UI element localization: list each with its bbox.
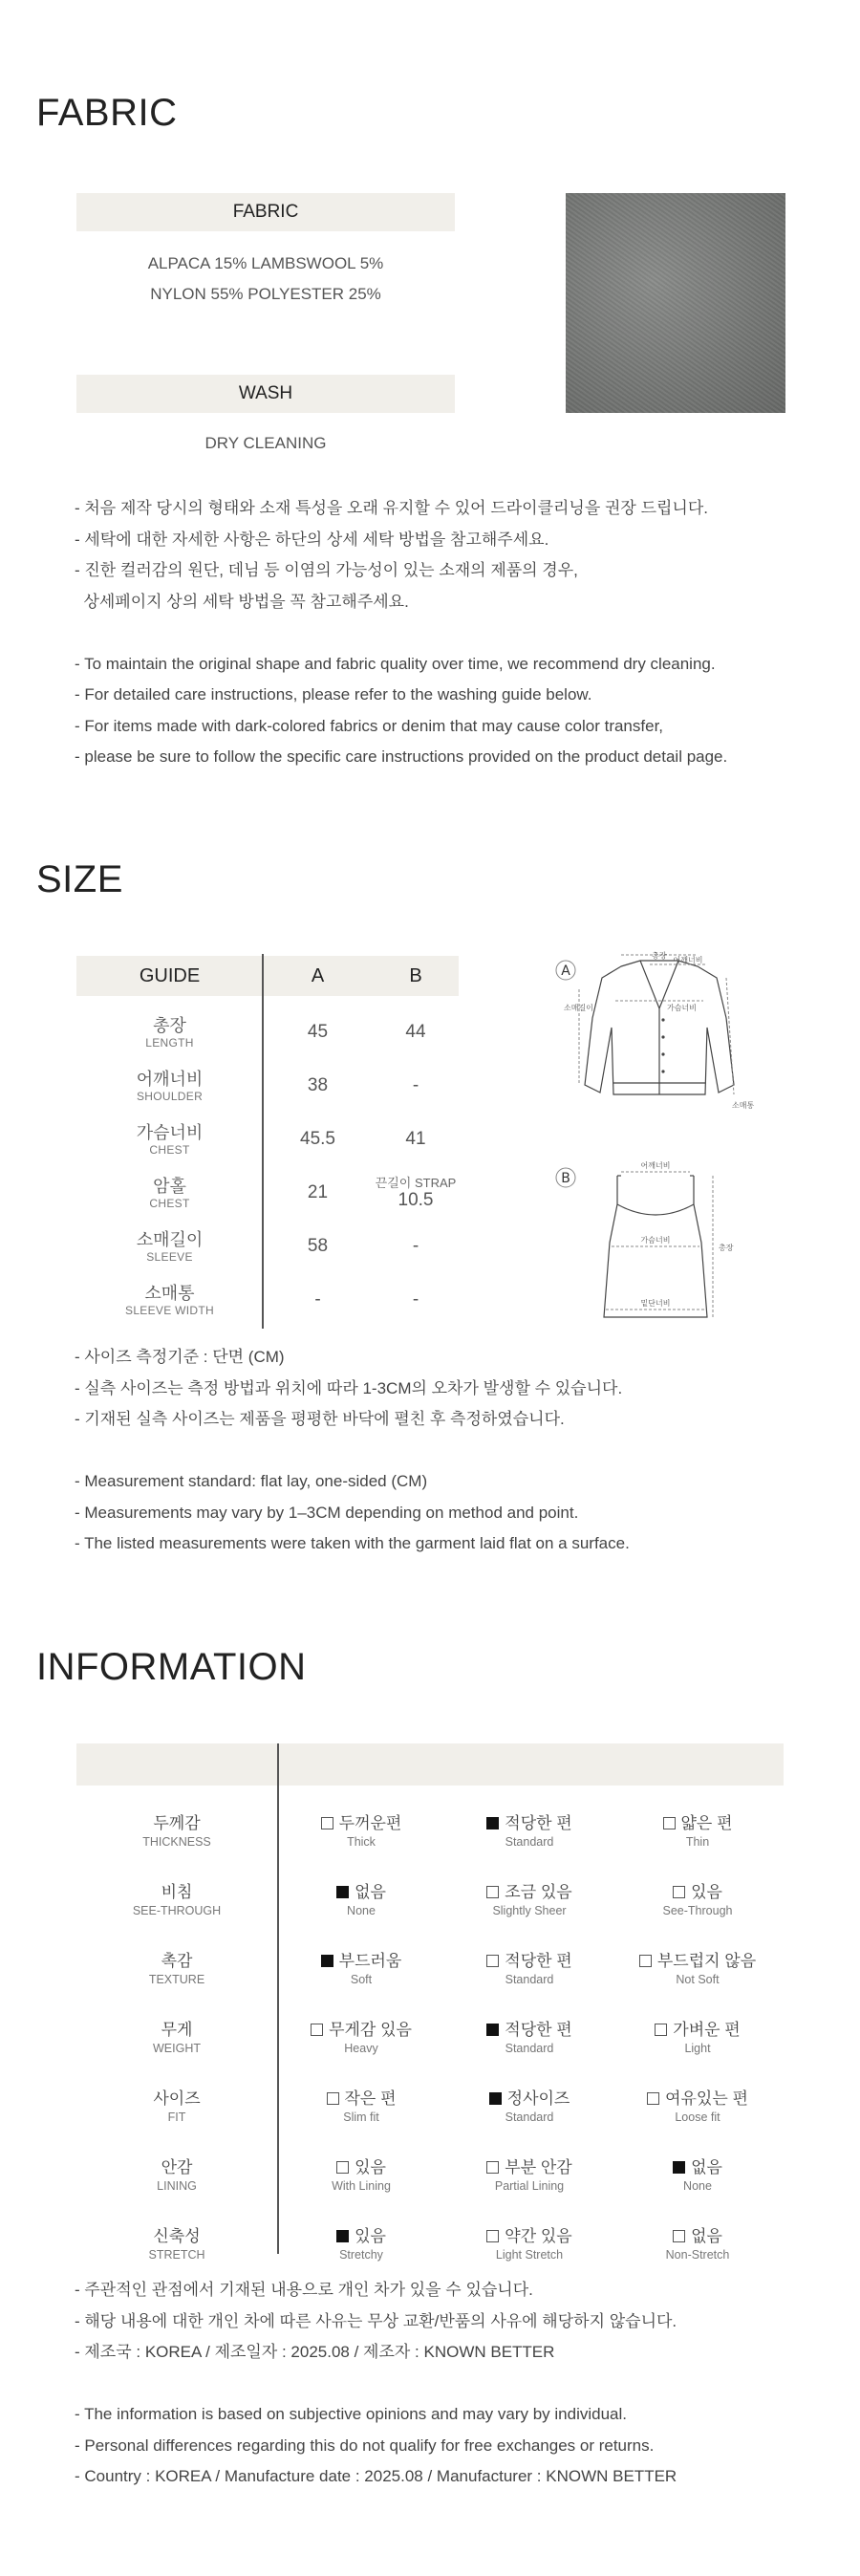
cell-a: 38 bbox=[307, 1075, 329, 1095]
row-label-en: CHEST bbox=[149, 1142, 190, 1157]
fabric-notes bbox=[75, 493, 727, 773]
fabric-swatch-image bbox=[566, 193, 785, 413]
wash-value: DRY CLEANING bbox=[204, 434, 327, 452]
checked-box-icon bbox=[489, 2092, 502, 2105]
cell-b: 10.5 bbox=[398, 1189, 434, 1210]
diagram-a-cardigan bbox=[545, 951, 774, 1128]
size-notes bbox=[75, 1342, 630, 1560]
row-label-en: CHEST bbox=[149, 1196, 190, 1210]
header-guide: GUIDE bbox=[139, 964, 201, 986]
cell-a: 21 bbox=[307, 1182, 329, 1202]
cell-b: - bbox=[412, 1075, 419, 1095]
label-sleeve-width: 소매통 bbox=[732, 1101, 755, 1110]
option-label-kr: 가벼운 편 bbox=[673, 2021, 741, 2039]
fabric-note: - For detailed care instructions, please refer to the washing guide below. bbox=[75, 685, 592, 704]
unchecked-box-icon bbox=[327, 2092, 339, 2105]
attribute-label-en: SEE-THROUGH bbox=[132, 1904, 222, 1917]
label-sleeve: 소매길이 bbox=[564, 1004, 593, 1012]
option-label-en: Soft bbox=[350, 1973, 373, 1986]
fabric-note: - please be sure to follow the specific care instructions provided on the product detail page. bbox=[75, 747, 728, 766]
header-b: B bbox=[409, 964, 422, 986]
information-row bbox=[76, 1797, 784, 1866]
unchecked-box-icon bbox=[486, 1955, 499, 1967]
option-label-kr: 없음 bbox=[355, 1883, 386, 1901]
option-label-en: Light Stretch bbox=[495, 2248, 564, 2262]
attribute-label-kr: 두께감 bbox=[153, 1814, 201, 1832]
option-label-en: Stretchy bbox=[339, 2248, 383, 2262]
row-label-kr: 암홀 bbox=[153, 1176, 186, 1196]
information-table-header bbox=[76, 1743, 784, 1786]
size-row-armhole bbox=[76, 1166, 459, 1220]
option-label-en: Slim fit bbox=[343, 2111, 379, 2124]
attribute-label-en: WEIGHT bbox=[153, 2042, 201, 2055]
option-label-en: Partial Lining bbox=[494, 2179, 565, 2193]
information-row bbox=[76, 2072, 784, 2141]
attribute-label-en: THICKNESS bbox=[142, 1835, 211, 1849]
row-label-kr: 가슴너비 bbox=[136, 1122, 204, 1142]
size-table-divider bbox=[262, 954, 264, 1329]
option-label-en: See-Through bbox=[662, 1904, 733, 1917]
camisole-measure-lines bbox=[606, 1172, 713, 1317]
unchecked-box-icon bbox=[486, 2230, 499, 2242]
option-label-kr: 있음 bbox=[355, 2158, 386, 2176]
size-note: - Measurement standard: flat lay, one-sided (CM) bbox=[75, 1472, 428, 1490]
row-label-en: SHOULDER bbox=[136, 1089, 204, 1103]
option-label-en: Standard bbox=[505, 2042, 554, 2055]
fabric-note: - 처음 제작 당시의 형태와 소재 특성을 오래 유지할 수 있어 드라이클리닝을 권장 드립니다. bbox=[75, 499, 708, 517]
unchecked-box-icon bbox=[486, 2161, 499, 2174]
information-row bbox=[76, 1935, 784, 2003]
fabric-note: - To maintain the original shape and fabric quality over time, we recommend dry cleaning. bbox=[75, 654, 716, 673]
cardigan-buttons bbox=[661, 1018, 664, 1072]
label-chest: 가슴너비 bbox=[640, 1236, 671, 1245]
option-label-kr: 있음 bbox=[355, 2227, 386, 2245]
label-chest: 가슴너비 bbox=[667, 1004, 697, 1012]
unchecked-box-icon bbox=[321, 1817, 333, 1829]
information-note: - Country : KOREA / Manufacture date : 2025.08 / Manufacturer : KNOWN BETTER bbox=[75, 2467, 677, 2485]
wash-label: WASH bbox=[238, 383, 293, 403]
fabric-section-title: FABRIC bbox=[36, 92, 178, 134]
unchecked-box-icon bbox=[639, 1955, 652, 1967]
composition-line-1: ALPACA 15% LAMBSWOOL 5% bbox=[147, 254, 384, 272]
information-section-title: INFORMATION bbox=[36, 1646, 307, 1688]
option-label-kr: 두꺼운편 bbox=[338, 1814, 402, 1832]
unchecked-box-icon bbox=[673, 1886, 685, 1898]
size-table-header bbox=[76, 956, 459, 996]
attribute-label-kr: 사이즈 bbox=[153, 2089, 201, 2108]
size-row-shoulder bbox=[76, 1059, 459, 1113]
option-label-kr: 얇은 편 bbox=[680, 1814, 733, 1832]
label-length: 총장 bbox=[719, 1244, 734, 1252]
row-label-en: SLEEVE WIDTH bbox=[125, 1303, 214, 1317]
cardigan-measure-lines bbox=[579, 955, 734, 1094]
row-label-kr: 소매길이 bbox=[136, 1229, 204, 1249]
fabric-note: - 진한 컬러감의 원단, 데님 등 이염의 가능성이 있는 소재의 제품의 경우, bbox=[75, 561, 578, 579]
attribute-label-en: LINING bbox=[157, 2179, 197, 2193]
size-row-sleeve bbox=[76, 1220, 459, 1273]
diagram-a-badge: A bbox=[561, 963, 570, 979]
label-hem: 밑단너비 bbox=[640, 1299, 671, 1308]
row-label-kr: 총장 bbox=[153, 1015, 186, 1035]
cell-a: 45 bbox=[307, 1022, 329, 1042]
option-label-en: Light bbox=[684, 2042, 711, 2055]
row-label-en: SLEEVE bbox=[146, 1249, 193, 1264]
fabric-label-band bbox=[76, 193, 455, 231]
header-a: A bbox=[311, 964, 325, 986]
unchecked-box-icon bbox=[336, 2161, 349, 2174]
option-label-kr: 없음 bbox=[691, 2158, 722, 2176]
attribute-label-kr: 안감 bbox=[161, 2158, 193, 2176]
size-table bbox=[76, 956, 459, 1327]
cell-b: 41 bbox=[405, 1129, 426, 1149]
cell-b: - bbox=[412, 1289, 419, 1310]
cell-b: 44 bbox=[405, 1022, 426, 1042]
row-label-en: LENGTH bbox=[145, 1035, 194, 1050]
checked-box-icon bbox=[673, 2161, 685, 2174]
attribute-label-kr: 신축성 bbox=[153, 2227, 201, 2245]
checked-box-icon bbox=[486, 2024, 499, 2036]
option-label-en: Thick bbox=[347, 1835, 376, 1849]
attribute-label-kr: 촉감 bbox=[161, 1952, 193, 1970]
information-note: - 주관적인 관점에서 기재된 내용으로 개인 차가 있을 수 있습니다. bbox=[75, 2281, 533, 2299]
option-label-en: Not Soft bbox=[676, 1973, 720, 1986]
attribute-label-en: FIT bbox=[167, 2111, 186, 2124]
unchecked-box-icon bbox=[311, 2024, 323, 2036]
fabric-note: - 세탁에 대한 자세한 사항은 하단의 상세 세탁 방법을 참고해주세요. bbox=[75, 530, 549, 549]
label-shoulder: 어깨너비 bbox=[640, 1161, 671, 1170]
information-notes bbox=[75, 2275, 677, 2493]
option-label-kr: 약간 있음 bbox=[505, 2227, 572, 2245]
label-shoulder: 어깨너비 bbox=[673, 956, 703, 964]
option-label-kr: 정사이즈 bbox=[506, 2089, 570, 2108]
size-row-chest bbox=[76, 1113, 459, 1166]
fabric-note: 상세페이지 상의 세탁 방법을 꼭 참고해주세요. bbox=[75, 592, 409, 611]
option-label-en: Standard bbox=[505, 1973, 554, 1986]
unchecked-box-icon bbox=[663, 1817, 676, 1829]
option-label-en: Standard bbox=[505, 2111, 554, 2124]
option-label-en: None bbox=[683, 2179, 712, 2193]
cell-a: - bbox=[314, 1289, 321, 1310]
option-label-kr: 무게감 있음 bbox=[329, 2021, 412, 2039]
information-row bbox=[76, 2210, 784, 2279]
fabric-note: - For items made with dark-colored fabrics or denim that may cause color transfer, bbox=[75, 716, 664, 735]
information-row bbox=[76, 1866, 784, 1935]
option-label-kr: 부드러움 bbox=[338, 1952, 402, 1970]
checked-box-icon bbox=[336, 2230, 349, 2242]
option-label-en: Heavy bbox=[344, 2042, 378, 2055]
information-note: - 제조국 : KOREA / 제조일자 : 2025.08 / 제조자 : KNOWN BETTER bbox=[75, 2343, 555, 2361]
option-label-en: Standard bbox=[505, 1835, 554, 1849]
option-label-en: Loose fit bbox=[675, 2111, 720, 2124]
cardigan-outline bbox=[585, 961, 734, 1094]
information-note: - 해당 내용에 대한 개인 차에 따른 사유는 무상 교환/반품의 사유에 해당하지 않습니다. bbox=[75, 2311, 677, 2330]
option-label-en: None bbox=[347, 1904, 376, 1917]
checked-box-icon bbox=[486, 1817, 499, 1829]
information-row bbox=[76, 2141, 784, 2210]
size-row-sleeve-width bbox=[76, 1273, 459, 1327]
composition-line-2: NYLON 55% POLYESTER 25% bbox=[150, 285, 381, 303]
unchecked-box-icon bbox=[655, 2024, 667, 2036]
cell-a: 45.5 bbox=[300, 1129, 335, 1149]
attribute-label-en: TEXTURE bbox=[148, 1973, 205, 1986]
option-label-kr: 적당한 편 bbox=[505, 1952, 572, 1970]
option-label-en: Thin bbox=[685, 1835, 710, 1849]
unchecked-box-icon bbox=[486, 1886, 499, 1898]
fabric-composition bbox=[76, 249, 455, 310]
option-label-kr: 조금 있음 bbox=[505, 1883, 572, 1901]
checked-box-icon bbox=[321, 1955, 333, 1967]
size-row-length bbox=[76, 1006, 459, 1059]
information-note: - The information is based on subjective opinions and may vary by individual. bbox=[75, 2405, 627, 2423]
option-label-kr: 적당한 편 bbox=[505, 1814, 572, 1832]
unchecked-box-icon bbox=[673, 2230, 685, 2242]
option-label-en: Slightly Sheer bbox=[492, 1904, 567, 1917]
row-label-kr: 어깨너비 bbox=[136, 1069, 204, 1089]
row-label-kr: 소매통 bbox=[144, 1283, 195, 1303]
option-label-kr: 작은 편 bbox=[344, 2089, 397, 2108]
option-label-en: With Lining bbox=[332, 2179, 391, 2193]
unchecked-box-icon bbox=[647, 2092, 659, 2105]
fabric-label: FABRIC bbox=[232, 202, 299, 222]
size-note: - 실측 사이즈는 측정 방법과 위치에 따라 1-3CM의 오차가 발생할 수 있습니다. bbox=[75, 1378, 623, 1397]
diagram-b-badge: B bbox=[561, 1171, 570, 1186]
diagram-b-camisole bbox=[545, 1157, 755, 1333]
option-label-kr: 없음 bbox=[691, 2227, 722, 2245]
size-section-title: SIZE bbox=[36, 858, 123, 900]
strap-note: 끈길이 STRAP bbox=[375, 1175, 457, 1190]
cell-a: 58 bbox=[307, 1236, 329, 1256]
size-note: - 기재된 실측 사이즈는 제품을 평평한 바닥에 펼친 후 측정하였습니다. bbox=[75, 1410, 565, 1428]
size-note: - 사이즈 측정기준 : 단면 (CM) bbox=[75, 1348, 285, 1366]
attribute-label-en: STRETCH bbox=[148, 2248, 205, 2262]
option-label-kr: 부분 안감 bbox=[505, 2158, 572, 2176]
size-note: - Measurements may vary by 1–3CM depending on method and point. bbox=[75, 1503, 579, 1522]
option-label-kr: 여유있는 편 bbox=[665, 2089, 748, 2108]
option-label-en: Non-Stretch bbox=[665, 2248, 730, 2262]
label-length: 총장 bbox=[652, 951, 667, 961]
attribute-label-kr: 무게 bbox=[161, 2021, 193, 2039]
attribute-label-kr: 비침 bbox=[161, 1883, 193, 1901]
size-note: - The listed measurements were taken with the garment laid flat on a surface. bbox=[75, 1534, 630, 1552]
checked-box-icon bbox=[336, 1886, 349, 1898]
wash-label-band bbox=[76, 375, 455, 413]
option-label-kr: 부드럽지 않음 bbox=[656, 1952, 757, 1970]
cell-b: - bbox=[412, 1236, 419, 1256]
information-row bbox=[76, 2003, 784, 2072]
information-note: - Personal differences regarding this do not qualify for free exchanges or returns. bbox=[75, 2435, 655, 2455]
option-label-kr: 적당한 편 bbox=[505, 2021, 572, 2039]
option-label-kr: 있음 bbox=[691, 1883, 722, 1901]
